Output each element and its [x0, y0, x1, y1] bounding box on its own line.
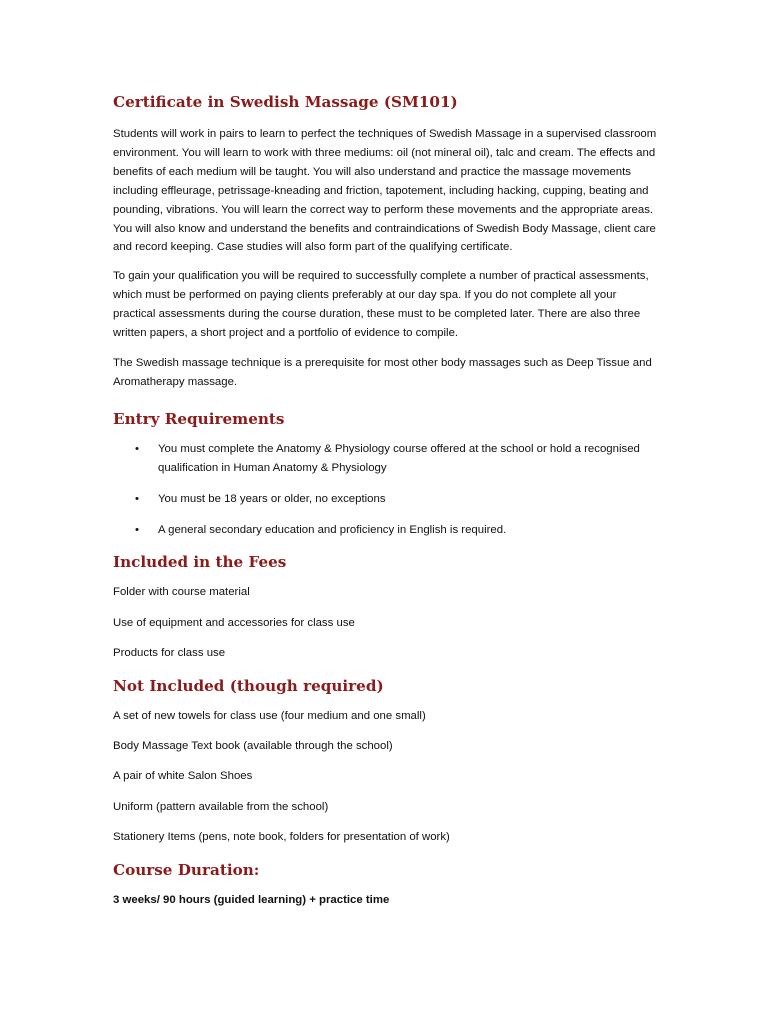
included-fees-heading: Included in the Fees — [113, 553, 287, 572]
list-item — [113, 521, 658, 540]
list-item — [113, 490, 658, 509]
list-item-text: A general secondary education and proficiency in English is required. — [158, 523, 507, 536]
course-duration-text: 3 weeks/ 90 hours (guided learning) + practice time — [113, 893, 390, 906]
list-item: Products for class use — [113, 647, 226, 660]
included-fees-list — [113, 583, 658, 663]
prerequisite-paragraph: The Swedish massage technique is a prerequisite for most other body massages such as Deep Tissue and Aromatherapy massage. — [113, 356, 652, 388]
course-duration-heading: Course Duration: — [113, 860, 260, 879]
list-item: Use of equipment and accessories for class use — [113, 616, 355, 629]
not-included-heading: Not Included (though required) — [113, 676, 384, 695]
bullet-icon: • — [135, 523, 139, 536]
qualification-paragraph: To gain your qualification you will be required to successfully complete a number of practical assessments, which must be performed on paying clients preferably at our day spa. If you do not complete all your practical assessments during the course duration, these must to be completed later. There are also three written papers, a short project and a portfolio of evidence to compile. — [113, 270, 649, 340]
not-included-list — [113, 707, 658, 848]
entry-requirements-list — [113, 440, 658, 540]
bullet-icon: • — [135, 492, 139, 505]
document-content — [113, 91, 658, 910]
bullet-icon: • — [135, 442, 139, 455]
list-item — [113, 440, 658, 478]
list-item: Stationery Items (pens, note book, folders for presentation of work) — [113, 831, 450, 844]
list-item: Uniform (pattern available from the school) — [113, 800, 329, 813]
list-item: A pair of white Salon Shoes — [113, 770, 253, 783]
list-item-text: You must be 18 years or older, no exceptions — [158, 492, 386, 505]
entry-requirements-heading: Entry Requirements — [113, 409, 285, 428]
list-item: Folder with course material — [113, 586, 250, 599]
list-item-text: You must complete the Anatomy & Physiology course offered at the school or hold a recognised qualification in Human Anatomy & Physiology — [158, 442, 640, 474]
list-item: Body Massage Text book (available through the school) — [113, 740, 393, 753]
page-title: Certificate in Swedish Massage (SM101) — [113, 93, 458, 111]
intro-paragraph: Students will work in pairs to learn to perfect the techniques of Swedish Massage in a supervised classroom environment. You will learn to work with three mediums: oil (not mineral oil), talc and cream. The effects and benefits of each medium will be taught. You will also understand and practice the massage movements including effleurage, petrissage-kneading and friction, tapotement, including hacking, cupping, beating and pounding, vibrations. You will learn the correct way to perform these movements and the appropriate areas. You will also know and understand the benefits and contraindications of Swedish Body Massage, client care and record keeping. Case studies will also form part of the qualifying certificate. — [113, 128, 657, 254]
list-item: A set of new towels for class use (four medium and one small) — [113, 709, 426, 722]
